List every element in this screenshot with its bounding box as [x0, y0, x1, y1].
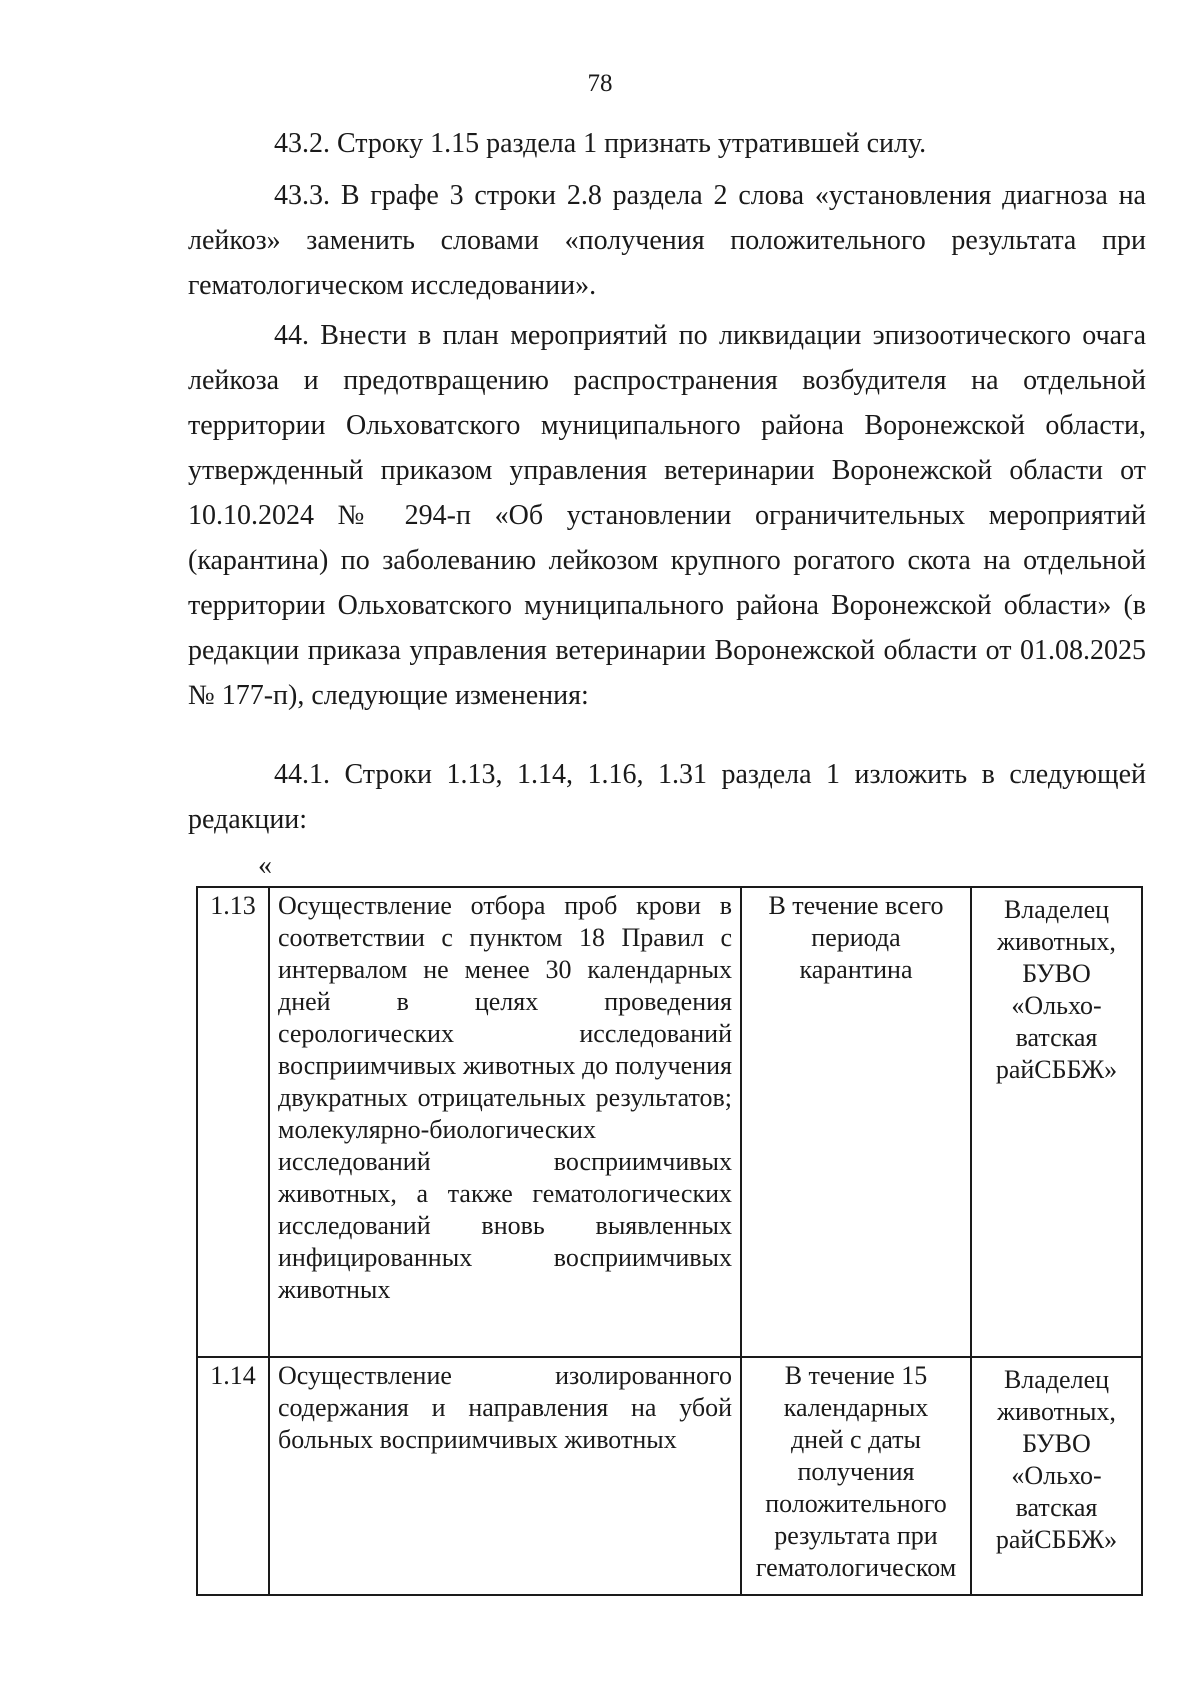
responsible-party	[971, 887, 1142, 1357]
term-line: периода	[811, 923, 901, 952]
opening-quote-mark: «	[258, 850, 272, 881]
responsible-line: райСББЖ»	[995, 1055, 1118, 1084]
measure-description: Осуществление изолированного содержания и направления на убой больных восприимчивых животных	[269, 1357, 741, 1595]
table-row-1-14	[197, 1357, 1142, 1595]
paragraph-44	[188, 313, 1146, 718]
responsible-party	[971, 1357, 1142, 1595]
page-number: 78	[587, 70, 613, 97]
responsible-line: животных,	[997, 927, 1116, 956]
responsible-line: райСББЖ»	[995, 1525, 1118, 1554]
term-line: В течение 15	[784, 1361, 928, 1390]
responsible-line: ватская	[1015, 1023, 1098, 1052]
row-number: 1.14	[197, 1357, 269, 1595]
paragraph-44-1	[188, 752, 1146, 842]
paragraph-text: 43.2. Строку 1.15 раздела 1 признать утратившей силу.	[274, 128, 927, 159]
responsible-line: «Ольхо-	[1011, 991, 1102, 1020]
term-line: календарных	[783, 1393, 929, 1422]
measure-term	[741, 1357, 971, 1595]
term-line: дней с даты	[790, 1425, 922, 1454]
responsible-line: животных,	[997, 1397, 1116, 1426]
paragraph-43-2	[188, 121, 1146, 166]
term-line: получения	[797, 1457, 915, 1486]
table-row-1-13	[197, 887, 1142, 1357]
paragraph-text: 43.3. В графе 3 строки 2.8 раздела 2 слова «установления диагноза на лейкоз» заменить словами «получения положительного результата при гематологическом исследовании».	[188, 180, 1146, 301]
responsible-line: Владелец	[1003, 1365, 1110, 1394]
measures-table	[196, 886, 1143, 1596]
paragraph-43-3	[188, 173, 1146, 308]
row-number: 1.13	[197, 887, 269, 1357]
term-line: положительного	[765, 1489, 947, 1518]
measure-term	[741, 887, 971, 1357]
responsible-line: «Ольхо-	[1011, 1461, 1102, 1490]
term-line: гематологическом	[755, 1553, 957, 1582]
term-line: результата при	[774, 1521, 938, 1550]
term-line: карантина	[799, 955, 913, 984]
responsible-line: Владелец	[1003, 895, 1110, 924]
paragraph-text: 44. Внести в план мероприятий по ликвидации эпизоотического очага лейкоза и предотвращению распространения возбудителя на отдельной территории Ольховатского муниципального района Воронежской области, утвержденный приказом управления ветеринарии Воронежской области от 10.10.2024 № 294-п «Об установлении ограничительных мероприятий (карантина) по заболеванию лейкозом крупного рогатого скота на отдельной территории Ольховатского муниципального района Воронежской области» (в редакции приказа управления ветеринарии Воронежской области от 01.08.2025 № 177-п), следующие изменения:	[188, 320, 1146, 711]
term-line: В течение всего	[768, 891, 944, 920]
responsible-line: БУВО	[1022, 959, 1091, 988]
responsible-line: БУВО	[1022, 1429, 1091, 1458]
responsible-line: ватская	[1015, 1493, 1098, 1522]
paragraph-text: 44.1. Строки 1.13, 1.14, 1.16, 1.31 раздела 1 изложить в следующей редакции:	[188, 759, 1146, 835]
measure-description: Осуществление отбора проб крови в соответствии с пунктом 18 Правил с интервалом не менее 30 календарных дней в целях проведения серологических исследований восприимчивых животных до получения двукратных отрицательных результатов; молекулярно-биологических исследований восприимчивых животных, а также гематологических исследований вновь выявленных инфицированных восприимчивых животных	[269, 887, 741, 1357]
